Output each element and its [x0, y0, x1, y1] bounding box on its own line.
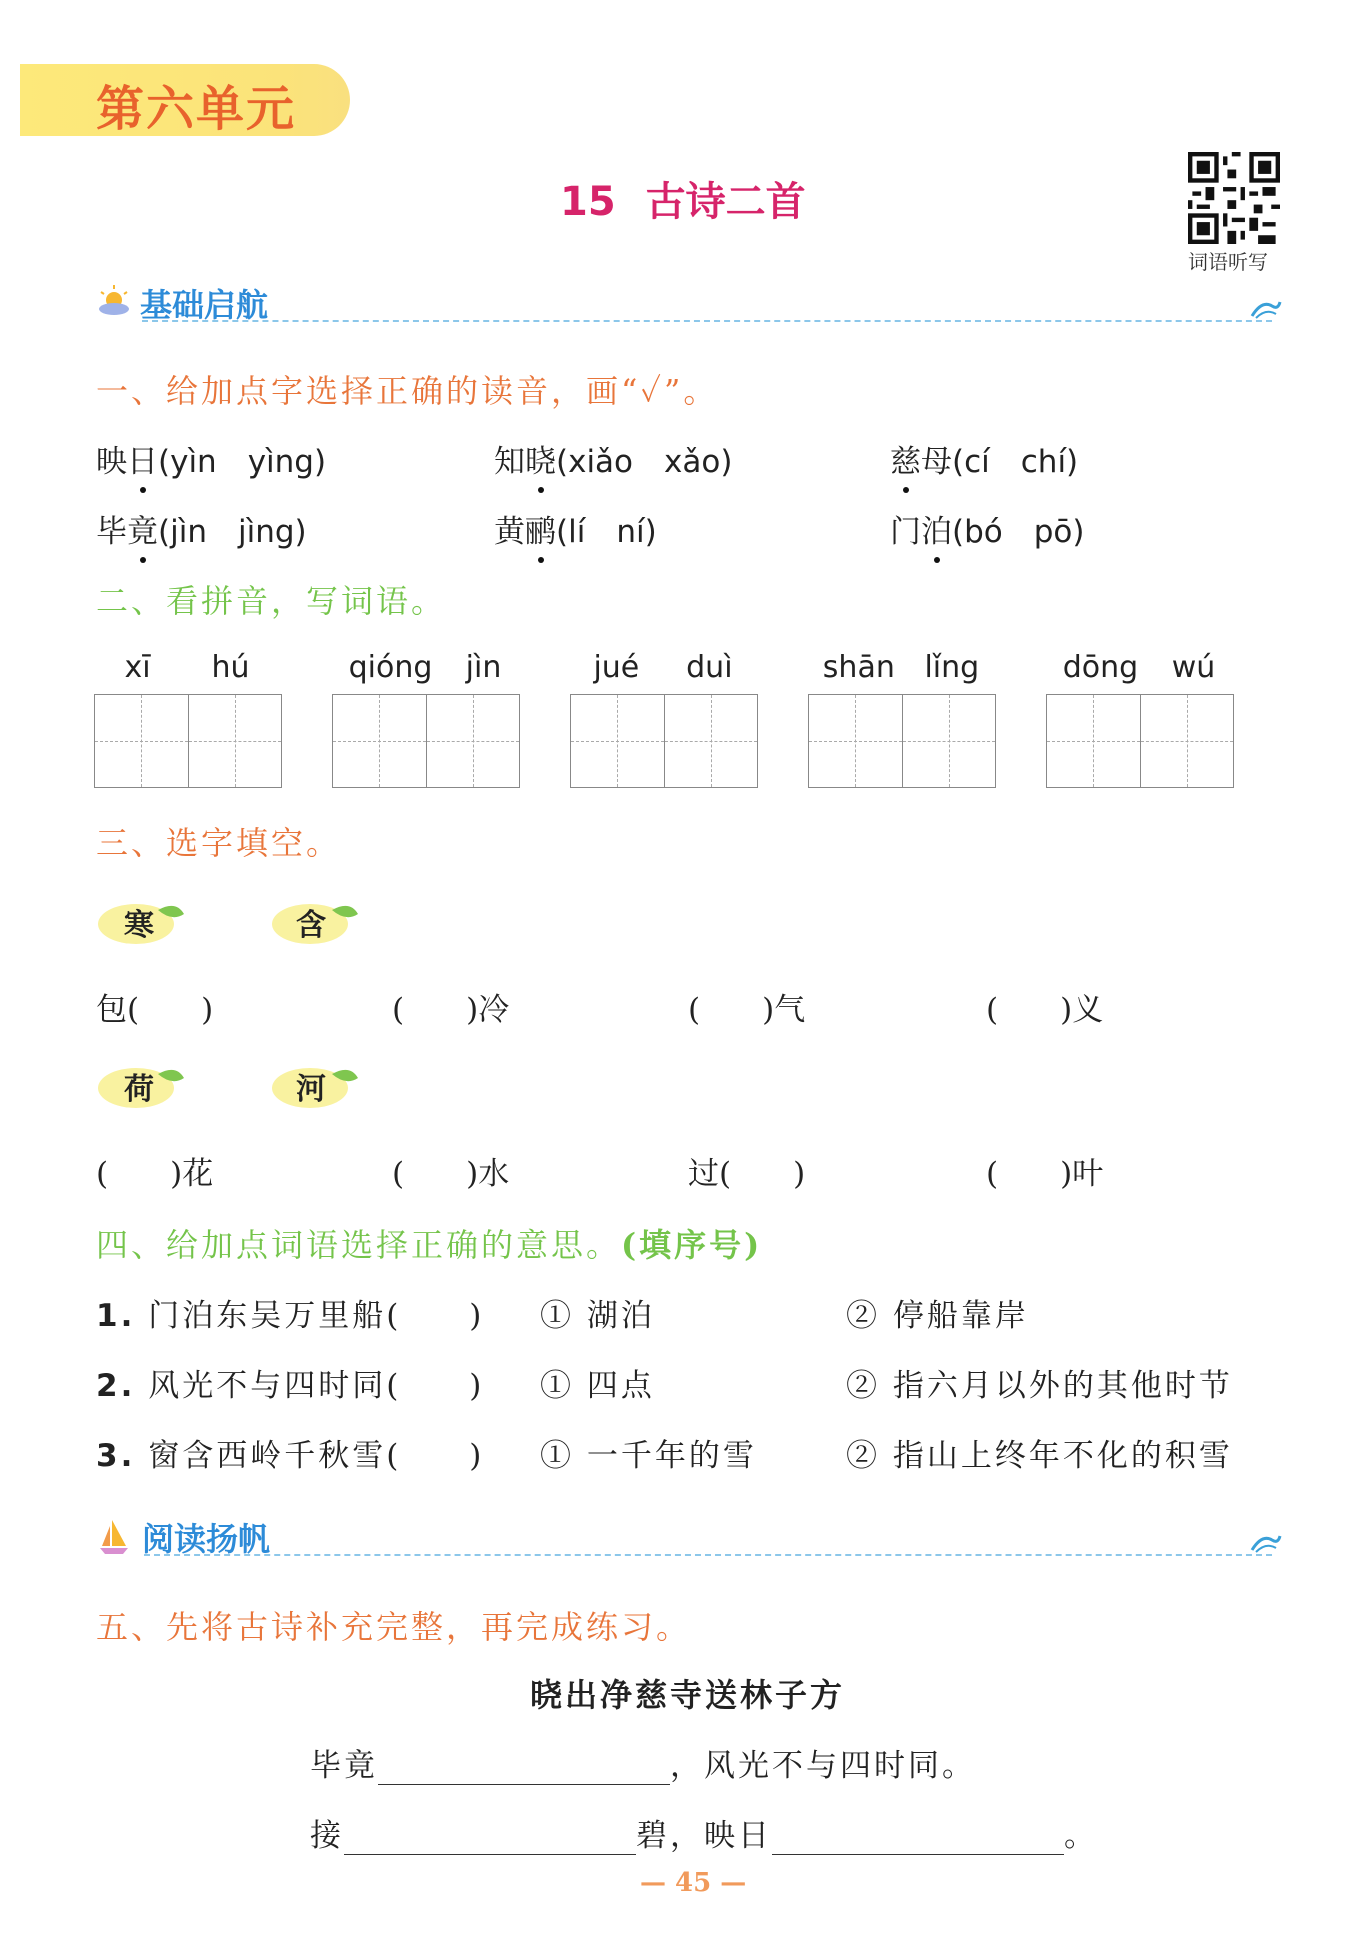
- q4-option: ② 停船靠岸: [846, 1298, 1029, 1334]
- q4-option: ① 四点: [540, 1368, 655, 1404]
- q1-title: 一、给加点字选择正确的读音，画“✓”。: [96, 372, 719, 410]
- q1-options[interactable]: (yìn yìng): [158, 444, 327, 480]
- q1-item-1: [96, 436, 326, 481]
- section-reading-divider: [144, 1554, 1272, 1556]
- qr-label: 词语听写: [1188, 250, 1268, 274]
- q4-item-1: [96, 1290, 484, 1335]
- pinyin-syllable: wú: [1171, 650, 1216, 685]
- pinyin-syllable: hú: [211, 650, 250, 685]
- answer-blank[interactable]: [378, 1754, 670, 1785]
- qr-code-icon[interactable]: [1188, 152, 1280, 244]
- wave-icon: [1250, 296, 1282, 320]
- fill-blank[interactable]: ( )花: [96, 1156, 214, 1192]
- q4-title: [96, 1220, 762, 1266]
- pinyin-label: [570, 650, 756, 685]
- poem-line-1: [310, 1740, 976, 1785]
- writing-grid[interactable]: [808, 694, 996, 788]
- q1-char: 母: [921, 444, 952, 480]
- pinyin-syllable: xī: [124, 650, 151, 685]
- q5-title: 五、先将古诗补充完整，再完成练习。: [96, 1608, 692, 1646]
- dotted-char: 泊: [921, 506, 952, 551]
- q4-item-2: [96, 1360, 484, 1405]
- q1-item-5: [494, 506, 657, 551]
- dotted-char: 晓: [525, 436, 556, 481]
- fill-blank[interactable]: ( )冷: [392, 992, 510, 1028]
- section-basic: 基础启航: [140, 286, 269, 324]
- q1-item-3: [890, 436, 1078, 481]
- writing-grid[interactable]: [570, 694, 758, 788]
- choice-char: 寒: [124, 908, 154, 943]
- q1-item-2: [494, 436, 732, 481]
- item-number: 1.: [96, 1298, 136, 1334]
- fill-blank[interactable]: 包( ): [96, 992, 214, 1028]
- section-basic-divider: [142, 320, 1272, 322]
- pinyin-syllable: jìn: [465, 650, 502, 685]
- q1-char: 知: [494, 444, 525, 480]
- pinyin-syllable: duì: [686, 650, 733, 685]
- q4-option: ① 湖泊: [540, 1298, 655, 1334]
- q1-options[interactable]: (cí chí): [952, 444, 1079, 480]
- writing-grid[interactable]: [94, 694, 282, 788]
- lesson-name: 古诗二首: [645, 179, 806, 225]
- q1-char: 映: [96, 444, 127, 480]
- fill-blank[interactable]: 过( ): [688, 1156, 806, 1192]
- q1-options[interactable]: (xiǎo xǎo): [556, 444, 733, 480]
- unit-title: 第六单元: [96, 81, 297, 137]
- page-number: — 45 —: [640, 1868, 747, 1898]
- lesson-number: 15: [560, 179, 616, 225]
- pinyin-label: [808, 650, 994, 685]
- dotted-char: 慈: [890, 436, 921, 481]
- q1-item-4: [96, 506, 307, 551]
- q4-title-note: (填序号): [621, 1226, 763, 1264]
- sailboat-icon: [98, 1516, 130, 1556]
- poem-text: 。: [1064, 1818, 1098, 1854]
- poem-title: 晓出净慈寺送林子方: [530, 1676, 846, 1714]
- answer-blank[interactable]: [344, 1824, 636, 1855]
- q4-item-3: [96, 1430, 484, 1475]
- pinyin-syllable: dōng: [1062, 650, 1139, 685]
- writing-grid[interactable]: [332, 694, 520, 788]
- q1-char: 门: [890, 514, 921, 550]
- poem-text: 毕竟: [310, 1748, 378, 1784]
- q1-char: 毕: [96, 514, 127, 550]
- pinyin-syllable: jué: [593, 650, 640, 685]
- q1-item-6: [890, 506, 1084, 551]
- sun-cloud-icon: [96, 284, 132, 316]
- dotted-char: 竟: [127, 506, 158, 551]
- answer-blank[interactable]: [772, 1824, 1064, 1855]
- q1-options[interactable]: (bó pō): [952, 514, 1085, 550]
- q4-option: ① 一千年的雪: [540, 1438, 757, 1474]
- pinyin-label: [332, 650, 518, 685]
- q4-sentence[interactable]: 窗含西岭千秋雪( ): [148, 1438, 485, 1474]
- q2-title: 二、看拼音，写词语。: [96, 582, 447, 620]
- fill-blank[interactable]: ( )气: [688, 992, 806, 1028]
- q1-char: 黄: [494, 514, 525, 550]
- q4-title-text: 四、给加点词语选择正确的意思。: [96, 1226, 622, 1264]
- q4-sentence[interactable]: 风光不与四时同( ): [148, 1368, 485, 1404]
- fill-blank[interactable]: ( )水: [392, 1156, 510, 1192]
- pinyin-syllable: lǐng: [924, 650, 980, 685]
- writing-grid[interactable]: [1046, 694, 1234, 788]
- poem-line-2: [310, 1810, 1098, 1855]
- pinyin-label: [94, 650, 280, 685]
- q3-title: 三、选字填空。: [96, 824, 342, 862]
- item-number: 2.: [96, 1368, 136, 1404]
- fill-blank[interactable]: ( )义: [986, 992, 1104, 1028]
- choice-char: 荷: [124, 1072, 154, 1107]
- item-number: 3.: [96, 1438, 136, 1474]
- choice-char: 河: [296, 1072, 326, 1107]
- pinyin-syllable: shān: [822, 650, 895, 685]
- q4-option: ② 指六月以外的其他时节: [846, 1368, 1233, 1404]
- section-reading: 阅读扬帆: [142, 1520, 271, 1558]
- q1-options[interactable]: (jìn jìng): [158, 514, 307, 550]
- wave-icon: [1250, 1530, 1282, 1554]
- poem-text: ，风光不与四时同。: [670, 1748, 976, 1784]
- pinyin-syllable: qióng: [348, 650, 433, 685]
- poem-text: 接: [310, 1818, 344, 1854]
- dotted-char: 日: [127, 436, 158, 481]
- poem-text: 碧，映日: [636, 1818, 772, 1854]
- q1-options[interactable]: (lí ní): [556, 514, 657, 550]
- pinyin-label: [1046, 650, 1232, 685]
- dotted-char: 鹂: [525, 506, 556, 551]
- fill-blank[interactable]: ( )叶: [986, 1156, 1104, 1192]
- q4-sentence[interactable]: 门泊东吴万里船( ): [148, 1298, 485, 1334]
- choice-char: 含: [296, 908, 326, 943]
- q4-option: ② 指山上终年不化的积雪: [846, 1438, 1233, 1474]
- lesson-title: [560, 170, 806, 227]
